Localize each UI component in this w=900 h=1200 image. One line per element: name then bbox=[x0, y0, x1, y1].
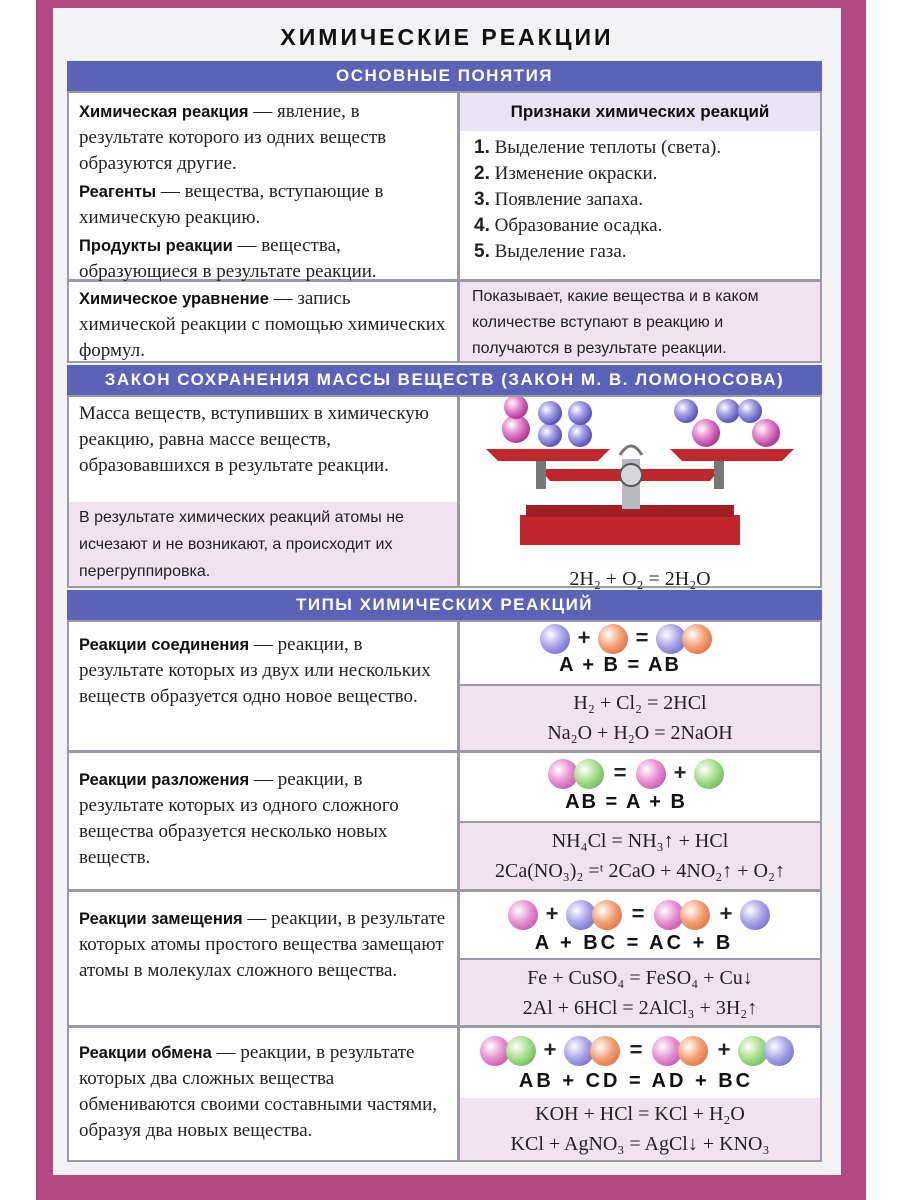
right-pan bbox=[670, 449, 794, 461]
equation-1: Fe + CuSO₄ = FeSO₄ + Cu↓ bbox=[527, 967, 753, 989]
atom-c bbox=[592, 900, 622, 930]
atom-b bbox=[574, 759, 604, 789]
type-substitution-scheme bbox=[460, 892, 820, 958]
plus-sign: + bbox=[545, 901, 559, 926]
equals-sign: = bbox=[613, 760, 627, 785]
type-decomposition-text bbox=[69, 753, 457, 889]
basics-grid bbox=[67, 91, 822, 363]
h-atom bbox=[752, 419, 780, 447]
equation-1: KOH + HCl = KCl + H₂O bbox=[535, 1103, 745, 1125]
types-grid bbox=[67, 620, 822, 1162]
o-atom bbox=[674, 399, 698, 423]
equation-2: Na₂O + H₂O = 2NaOH bbox=[547, 722, 733, 744]
o-atom bbox=[568, 423, 592, 447]
sign-item: 2. Изменение окраски. bbox=[474, 163, 658, 184]
right-stem bbox=[714, 459, 724, 489]
plus-sign: + bbox=[717, 1037, 731, 1062]
def-reagents: Реагенты — вещества, вступающие в химическую реакцию. bbox=[79, 181, 384, 228]
type-description: Реакции обмена — реакции, в результате которых два сложных вещества обмениваются своими составными частями, образуя два новых вещества. bbox=[79, 1042, 438, 1141]
scale-pointer bbox=[620, 446, 642, 455]
atom-b bbox=[598, 624, 628, 654]
h-atom bbox=[504, 397, 528, 419]
scale-cell bbox=[460, 397, 820, 590]
left-pan bbox=[486, 449, 610, 461]
type-synthesis-text bbox=[69, 622, 457, 750]
plus-sign: + bbox=[719, 901, 733, 926]
atom-a bbox=[636, 759, 666, 789]
type-synthesis-scheme bbox=[460, 622, 820, 684]
o-atom bbox=[538, 401, 562, 425]
atom-b bbox=[506, 1036, 536, 1066]
atom-a bbox=[508, 900, 538, 930]
atom-b bbox=[694, 759, 724, 789]
atom-b bbox=[740, 900, 770, 930]
o-atom bbox=[538, 423, 562, 447]
atom-d bbox=[590, 1036, 620, 1066]
type-synthesis-equations bbox=[460, 686, 820, 750]
h-atom bbox=[502, 415, 530, 443]
equation-2: 2Al + 6HCl = 2AlCl₃ + 3H₂↑ bbox=[522, 997, 758, 1019]
plus-sign: + bbox=[543, 1037, 557, 1062]
o-atom bbox=[738, 399, 762, 423]
left-stem bbox=[536, 459, 546, 489]
def-equation: Химическое уравнение — запись химической реакции с помощью химических формул. bbox=[79, 288, 446, 361]
law-note: В результате химических реакций атомы не исчезают и не возникают, а происходит их перегруппировка. bbox=[79, 509, 404, 580]
type-substitution-text bbox=[69, 892, 457, 1025]
atom-b bbox=[682, 624, 712, 654]
law-note-cell bbox=[69, 502, 457, 586]
law-text: Масса веществ, вступивших в химическую реакцию, равна массе веществ, образовавшихся в результате реакции. bbox=[79, 403, 429, 476]
atom-c bbox=[680, 900, 710, 930]
equation-def-cell bbox=[69, 282, 457, 361]
definitions-cell bbox=[69, 93, 457, 282]
scheme-label: A + B = AB bbox=[559, 654, 681, 676]
equation-1: NH₄Cl = NH₃↑ + HCl bbox=[551, 830, 729, 852]
type-description: Реакции разложения — реакции, в результате которых из одного сложного вещества образуется несколько новых веществ. bbox=[79, 769, 399, 868]
sign-item: 5. Выделение газа. bbox=[474, 241, 627, 262]
type-exchange-text bbox=[69, 1028, 457, 1160]
scale-pivot bbox=[620, 464, 642, 486]
scheme-label: A + BC = AC + B bbox=[534, 932, 734, 954]
signs-title: Признаки химических реакций bbox=[460, 93, 820, 131]
equals-sign: = bbox=[629, 1037, 643, 1062]
atom-c bbox=[764, 1036, 794, 1066]
type-substitution-equations bbox=[460, 960, 820, 1025]
def-reaction: Химическая реакция — явление, в результате которого из одних веществ образуются другие. bbox=[79, 101, 387, 174]
sign-item: 4. Образование осадка. bbox=[474, 215, 663, 236]
type-exchange-scheme bbox=[460, 1028, 820, 1098]
equation-2: KCl + AgNO₃ = AgCl↓ + KNO₃ bbox=[510, 1133, 770, 1155]
sign-item: 1. Выделение теплоты (света). bbox=[474, 137, 722, 158]
atom-d bbox=[678, 1036, 708, 1066]
o-atom bbox=[568, 401, 592, 425]
law-equation: 2H₂ + O₂ = 2H₂O bbox=[569, 568, 711, 590]
plus-sign: + bbox=[577, 625, 591, 650]
section-header-types: ТИПЫ ХИМИЧЕСКИХ РЕАКЦИЙ bbox=[67, 590, 822, 620]
scale-base bbox=[520, 515, 740, 545]
type-description: Реакции замещения — реакции, в результате которых атомы простого вещества замещают атомы в молекулах сложного вещества. bbox=[79, 908, 446, 981]
equation-1: H₂ + Cl₂ = 2HCl bbox=[573, 692, 707, 714]
plus-sign: + bbox=[673, 760, 687, 785]
equals-sign: = bbox=[631, 901, 645, 926]
page-title: ХИМИЧЕСКИЕ РЕАКЦИИ bbox=[280, 24, 614, 50]
type-description: Реакции соединения — реакции, в результате которых из двух или нескольких веществ образуется одно новое вещество. bbox=[79, 634, 431, 707]
equation-note: Показывает, какие вещества и в каком количестве вступают в реакцию и получаются в результате реакции. bbox=[472, 288, 759, 357]
type-exchange-equations bbox=[460, 1098, 820, 1160]
equals-sign: = bbox=[635, 625, 649, 650]
type-decomposition-scheme bbox=[460, 753, 820, 821]
balance-scale-illustration bbox=[460, 397, 820, 557]
signs-list bbox=[474, 135, 806, 265]
sign-item: 3. Появление запаха. bbox=[474, 189, 644, 210]
atom-a bbox=[540, 624, 570, 654]
law-text-cell bbox=[69, 397, 457, 502]
type-decomposition-equations bbox=[460, 823, 820, 889]
def-products: Продукты реакции — вещества, образующиеся в результате реакции. bbox=[79, 235, 377, 282]
scheme-label: AB = A + B bbox=[565, 791, 687, 813]
section-header-basics: ОСНОВНЫЕ ПОНЯТИЯ bbox=[67, 61, 822, 91]
equation-note-cell bbox=[460, 282, 820, 361]
h-atom bbox=[692, 419, 720, 447]
section-header-law: ЗАКОН СОХРАНЕНИЯ МАССЫ ВЕЩЕСТВ (ЗАКОН М. В. ЛОМОНОСОВА) bbox=[67, 365, 822, 395]
law-grid bbox=[67, 395, 822, 588]
scheme-label: AB + CD = AD + BC bbox=[518, 1070, 754, 1092]
o-atom bbox=[716, 399, 740, 423]
equation-2: 2Ca(NO₃)₂ =ᵗ 2CaO + 4NO₂↑ + O₂↑ bbox=[495, 860, 785, 882]
signs-list-cell bbox=[460, 131, 820, 279]
